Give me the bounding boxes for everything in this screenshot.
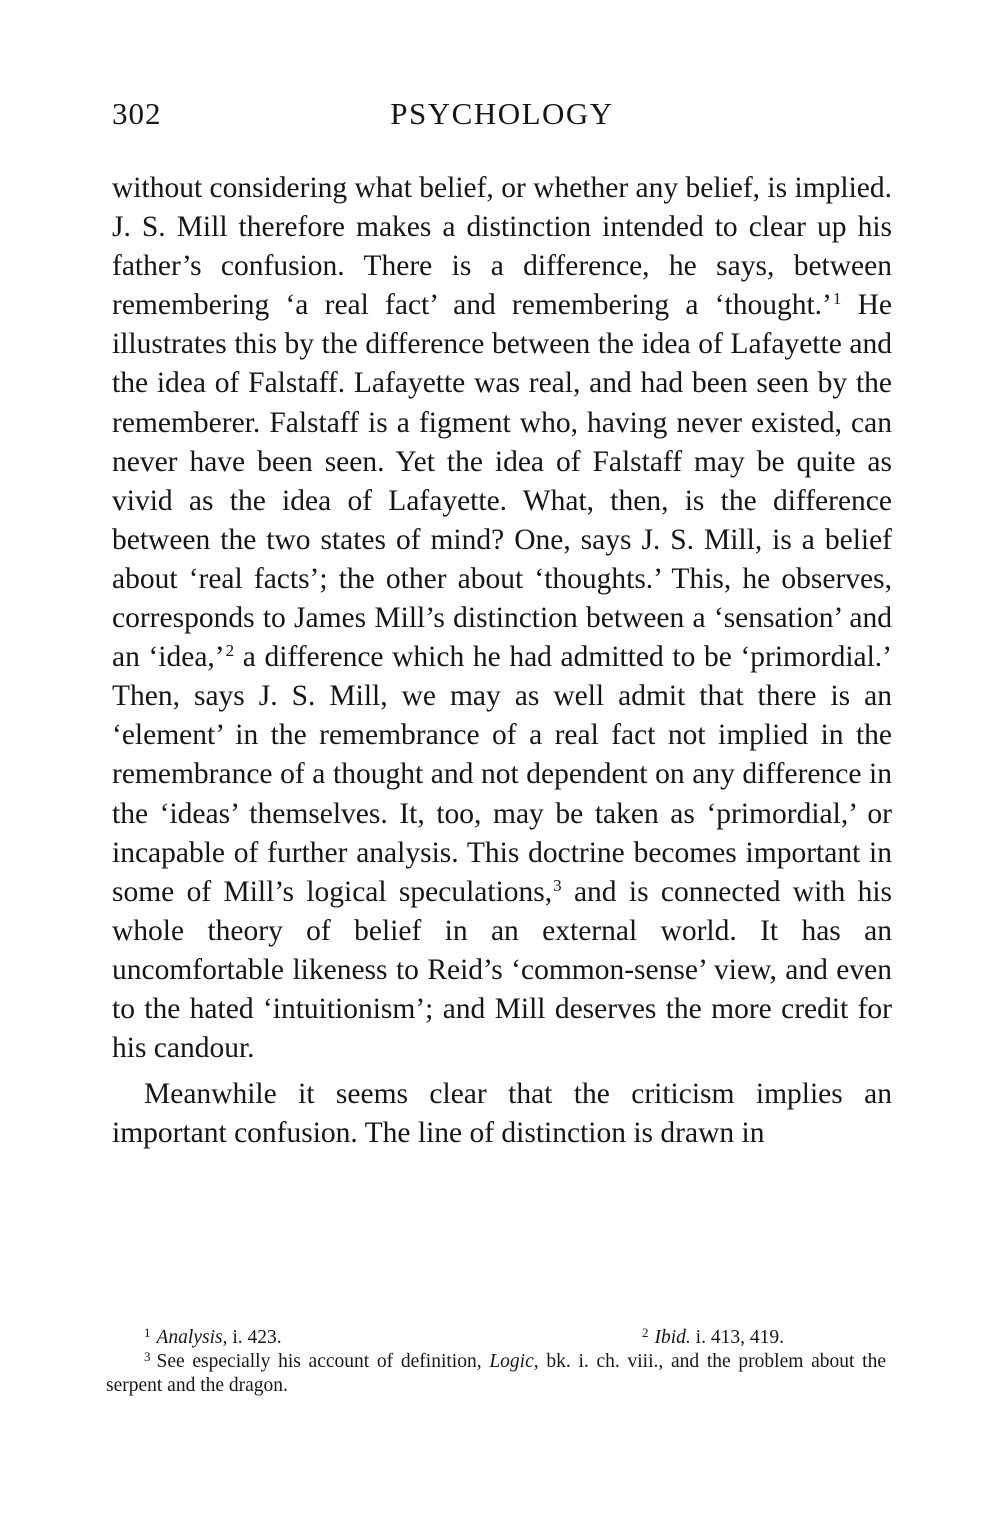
footnote-2-ref: i. 413, 419. xyxy=(690,1327,784,1348)
footnote-row-1 xyxy=(106,1326,886,1350)
footnote-1-ref: i. 423. xyxy=(227,1327,282,1348)
paragraph-1 xyxy=(112,169,892,1068)
paragraph-1-part-a: without considering what belief, or whether any belief, is implied. J. S. Mill therefore makes a distinction intended to clear up his father’s confusion. There is a difference, he says, between remembering ‘a real fact’ and remembering a ‘thought.’ xyxy=(112,172,892,322)
paragraph-1-part-d: and is connected with his whole theory of belief in an external world. It has an uncomfortable likeness to Reid’s ‘common-sense’ view, and even to the hated ‘intuitionism’; and Mill deserves the more credit for his candour. xyxy=(112,875,892,1065)
paragraph-1-part-b: He illustrates this by the difference between the idea of Lafayette and the idea of Falstaff. Lafayette was real, and had been seen by the rememberer. Falstaff is a figment who, having never existed, can never have been seen. Yet the idea of Falstaff may be quite as vivid as the idea of Lafayette. What, then, is the difference between the two states of mind? One, says J. S. Mill, is a belief about ‘real facts’; the other about ‘thoughts.’ This, he observes, corresponds to James Mill’s distinction between a ‘sensation’ and an ‘idea,’ xyxy=(112,289,892,674)
footnotes xyxy=(106,1326,886,1398)
footnote-2-source: Ibid. xyxy=(654,1327,691,1348)
footnote-ref-3: 3 xyxy=(553,875,562,895)
paragraph-1-part-c: a difference which he had admitted to be ‘primordial.’ Then, says J. S. Mill, we may as well admit that there is an ‘element’ in the remembrance of a real fact not implied in the remembrance of a thought and not dependent on any difference in the ‘ideas’ themselves. It, too, may be taken as ‘primordial,’ or incapable of further analysis. This doctrine becomes important in some of Mill’s logical speculations, xyxy=(112,641,892,908)
main-text xyxy=(112,169,892,1153)
paragraph-2: Meanwhile it seems clear that the criticism implies an important confusion. The line of distinction is drawn in xyxy=(112,1078,892,1150)
footnote-2-mark: 2 xyxy=(642,1325,649,1340)
running-head xyxy=(112,96,892,136)
footnote-ref-1: 1 xyxy=(832,289,842,309)
footnote-3-source: Logic, xyxy=(489,1351,539,1372)
footnote-1 xyxy=(144,1326,282,1350)
footnote-3-part-b: bk. i. ch. viii., and the problem about the serpent and the dragon. xyxy=(106,1351,886,1396)
footnote-ref-2: 2 xyxy=(225,641,235,661)
footnote-2 xyxy=(642,1326,784,1350)
running-title: PSYCHOLOGY xyxy=(390,96,614,131)
footnote-3-part-a: See especially his account of definition, xyxy=(156,1351,490,1372)
footnote-3 xyxy=(106,1350,886,1398)
footnote-3-mark: 3 xyxy=(144,1349,151,1364)
page-number: 302 xyxy=(112,96,162,131)
footnote-1-source: Analysis, xyxy=(156,1327,228,1348)
footnote-1-mark: 1 xyxy=(144,1325,151,1340)
